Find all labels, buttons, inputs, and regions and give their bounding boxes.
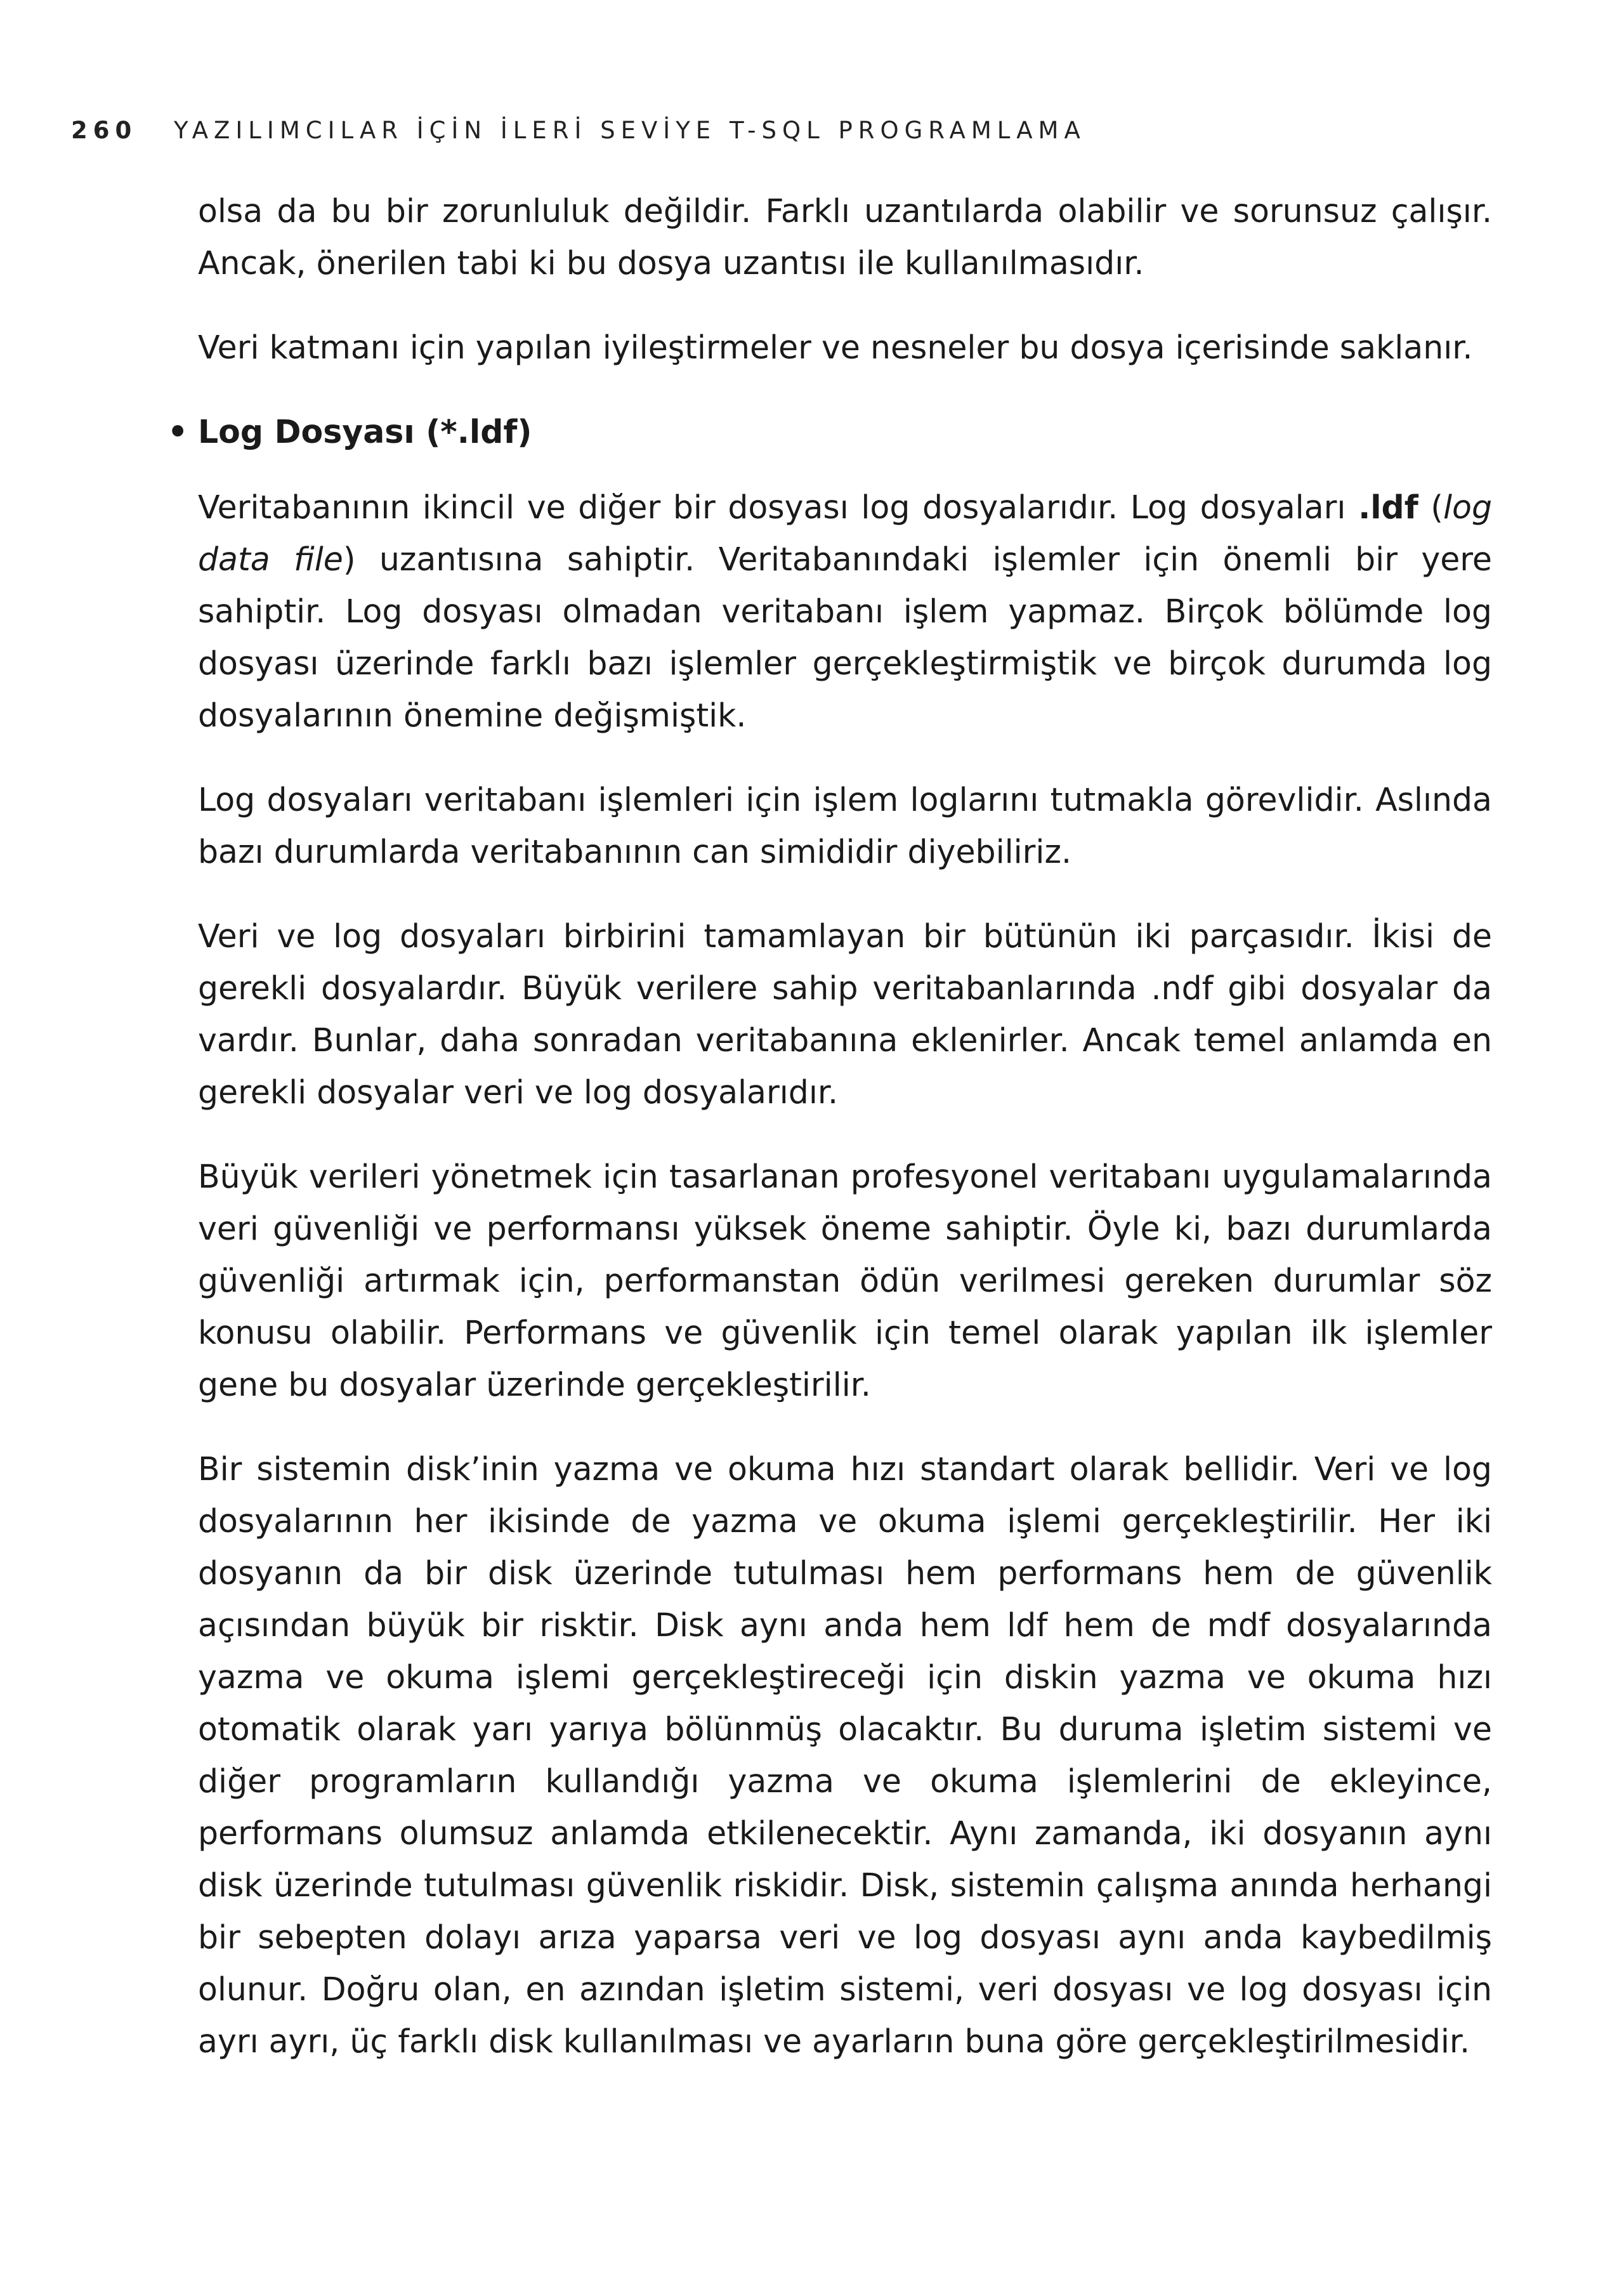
paragraph [198, 482, 1492, 742]
paragraph-text: ) uzantısına sahiptir. Veritabanındaki işlemler için önemli bir yere sahiptir. Log dosyası olmadan veritabanı işlem yapmaz. Birçok bölümde log dosyası üzerinde farklı bazı işlemler gerçekleştirmiştik ve birçok durumda log dosyalarının önemine değişmiştik. [198, 541, 1492, 734]
paragraph-text: ( [1418, 488, 1444, 526]
bullet-icon: • [167, 413, 188, 450]
log-data-file-italic: log data file [198, 488, 1492, 578]
paragraph: Veri katmanı için yapılan iyileştirmeler ve nesneler bu dosya içerisinde saklanır. [198, 329, 1473, 366]
bullet-heading: Log Dosyası (*.ldf) [198, 413, 532, 450]
paragraph: olsa da bu bir zorunluluk değildir. Farklı uzantılarda olabilir ve sorunsuz çalışır. Ancak, önerilen tabi ki bu dosya uzantısı ile kullanılmasıdır. [198, 192, 1492, 282]
ldf-extension-bold: .ldf [1358, 488, 1418, 526]
bullet-item-log-file [167, 406, 1492, 458]
page-body [167, 185, 1492, 2100]
paragraph: Veri ve log dosyaları birbirini tamamlayan bir bütünün iki parçasıdır. İkisi de gerekli dosyalardır. Büyük verilere sahip veritabanlarında .ndf gibi dosyalar da vardır. Bunlar, daha sonradan veritabanına eklenirler. Ancak temel anlamda en gerekli dosyalar veri ve log dosyalarıdır. [198, 917, 1492, 1111]
page-number: 260 [71, 117, 138, 144]
paragraph-text: Veritabanının ikincil ve diğer bir dosyası log dosyalarıdır. Log dosyaları [198, 488, 1359, 526]
paragraph: Log dosyaları veritabanı işlemleri için işlem loglarını tutmakla görevlidir. Aslında bazı durumlarda veritabanının can simididir diyebiliriz. [198, 781, 1492, 870]
paragraph: Bir sistemin disk’inin yazma ve okuma hızı standart olarak bellidir. Veri ve log dosyalarının her ikisinde de yazma ve okuma işlemi gerçekleştirilir. Her iki dosyanın da bir disk üzerinde tutulması hem performans hem de güvenlik açısından büyük bir risktir. Disk aynı anda hem ldf hem de mdf dosyalarında yazma ve okuma işlemi gerçekleştireceği için diskin yazma ve okuma hızı otomatik olarak yarı yarıya bölünmüş olacaktır. Bu duruma işletim sistemi ve diğer programların kullandığı yazma ve okuma işlemlerini de ekleyince, performans olumsuz anlamda etkilenecektir. Aynı zamanda, iki dosyanın aynı disk üzerinde tutulması güvenlik riskidir. Disk, sistemin çalışma anında herhangi bir sebepten dolayı arıza yaparsa veri ve log dosyası aynı anda kaybedilmiş olunur. Doğru olan, en azından işletim sistemi, veri dosyası ve log dosyası için ayrı ayrı, üç farklı disk kullanılması ve ayarların buna göre gerçekleştirilmesidir. [198, 1450, 1492, 2060]
paragraph: Büyük verileri yönetmek için tasarlanan profesyonel veritabanı uygulamalarında veri güvenliği ve performansı yüksek öneme sahiptir. Öyle ki, bazı durumlarda güvenliği artırmak için, performanstan ödün verilmesi gereken durumlar söz konusu olabilir. Performans ve güvenlik için temel olarak yapılan ilk işlemler gene bu dosyalar üzerinde gerçekleştirilir. [198, 1158, 1492, 1403]
page-header [71, 117, 1555, 155]
running-title: YAZILIMCILAR İÇİN İLERİ SEVİYE T-SQL PROGRAMLAMA [174, 117, 1086, 144]
